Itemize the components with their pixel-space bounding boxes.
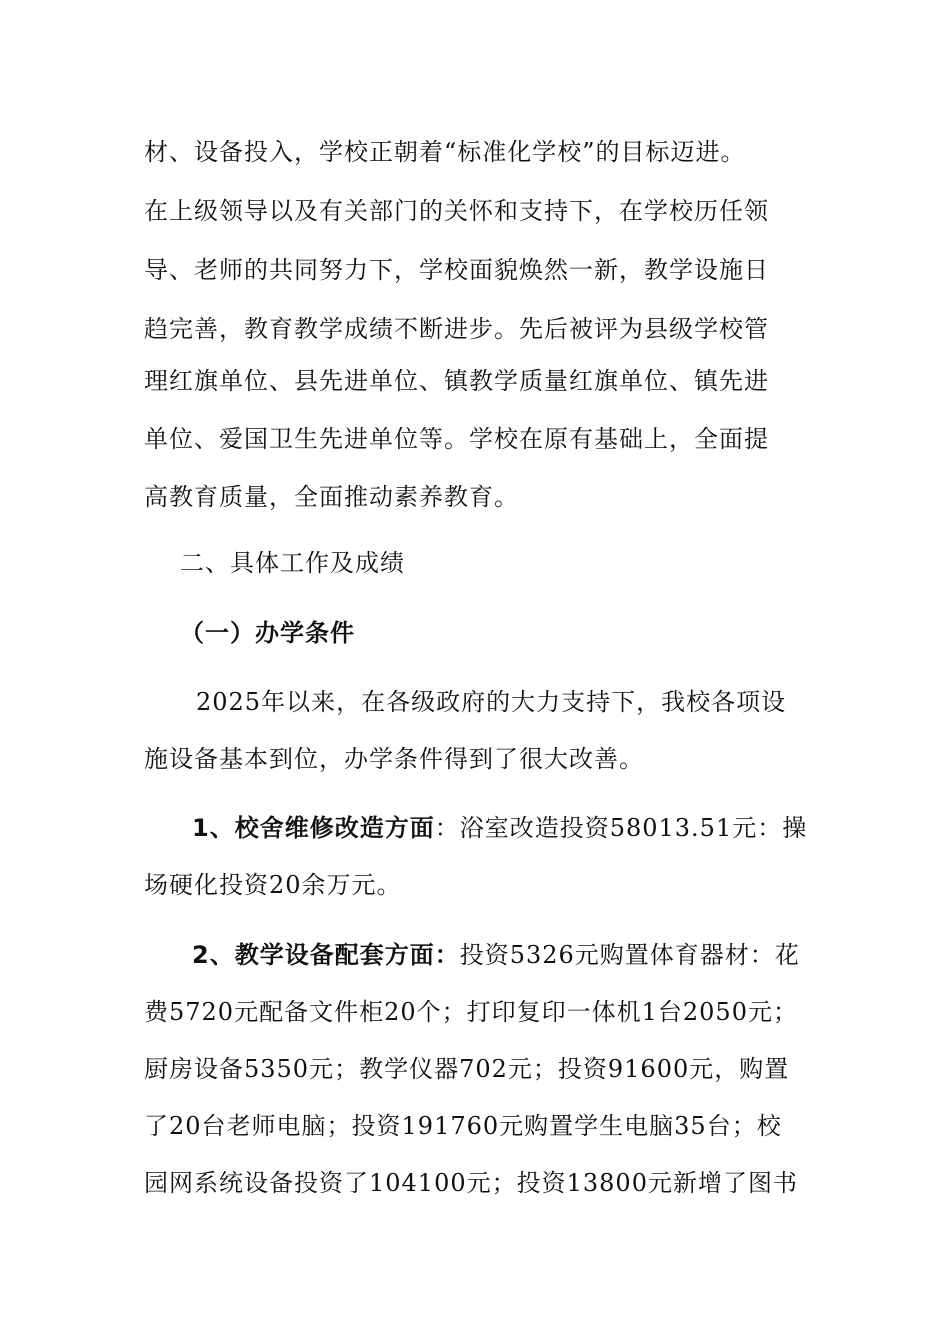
item1-text: ：浴室改造投资58013.51元：操 [434, 814, 808, 842]
item2-text: 投资5326元购置体育器材：花 [459, 941, 800, 969]
item2-line-3: 厨房设备5350元；教学仪器702元；投资91600元，购置 [144, 1055, 790, 1083]
item2-line-1 [192, 940, 872, 970]
item1-line-2: 场硬化投资20余万元。 [144, 871, 402, 899]
subsection-title: （一）办学条件 [180, 619, 355, 647]
intro-line-3: 导、老师的共同努力下，学校面貌焕然一新，教学设施日 [144, 256, 769, 284]
item2-line-2: 费5720元配备文件柜20个；打印复印一体机1台2050元； [144, 998, 798, 1026]
intro-line-4: 趋完善，教育教学成绩不断进步。先后被评为县级学校管 [144, 315, 769, 343]
intro-line-2: 在上级领导以及有关部门的关怀和支持下，在学校历任领 [144, 197, 769, 225]
item2-label: 2、教学设备配套方面： [192, 941, 460, 969]
para1-line-1: 2025年以来，在各级政府的大力支持下，我校各项设 [196, 688, 787, 716]
section-title: 二、具体工作及成绩 [180, 549, 405, 577]
item1-line-1 [192, 813, 872, 843]
intro-line-5: 理红旗单位、县先进单位、镇教学质量红旗单位、镇先进 [144, 367, 769, 395]
item1-label: 1、校舍维修改造方面 [192, 814, 435, 842]
intro-line-6: 单位、爱国卫生先进单位等。学校在原有基础上，全面提 [144, 425, 769, 453]
intro-line-7: 高教育质量，全面推动素养教育。 [144, 483, 519, 511]
para1-line-2: 施设备基本到位，办学条件得到了很大改善。 [144, 745, 644, 773]
intro-line-1: 材、设备投入，学校正朝着“标准化学校”的目标迈进。 [144, 138, 746, 166]
item2-line-5: 园网系统设备投资了104100元；投资13800元新增了图书 [144, 1169, 798, 1197]
item2-line-4: 了20台老师电脑；投资191760元购置学生电脑35台；校 [144, 1112, 782, 1140]
